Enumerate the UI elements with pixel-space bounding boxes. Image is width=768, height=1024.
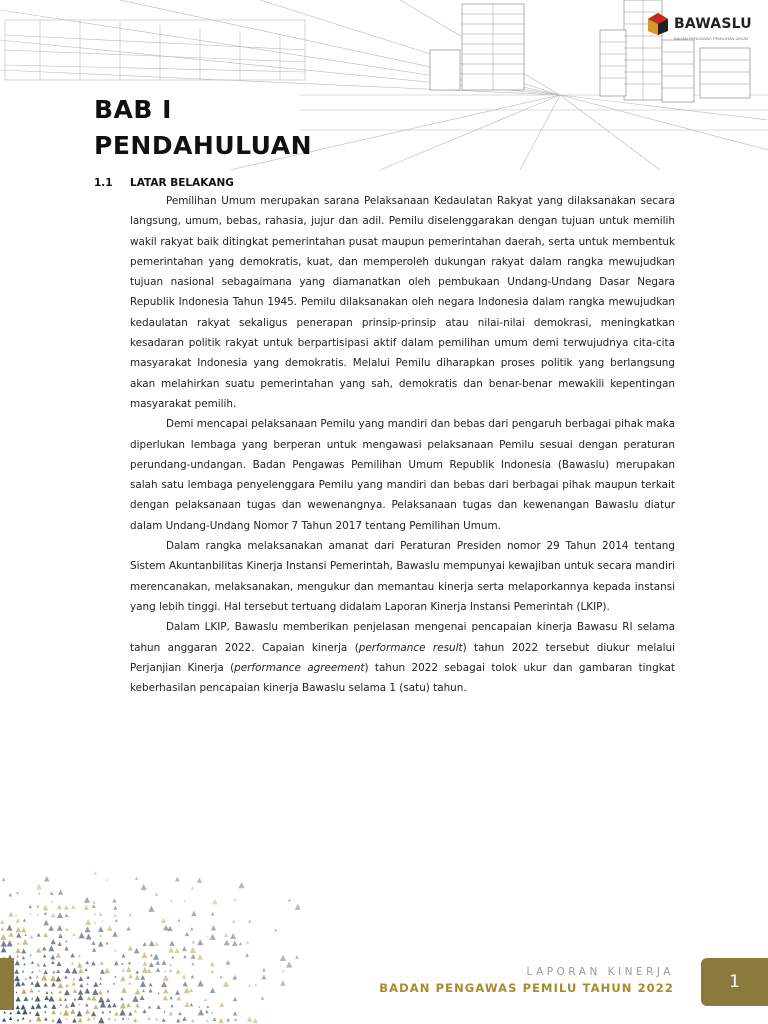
paragraph bbox=[130, 617, 675, 698]
paragraph-segment: ) tahun 2022 sebagai tolok ukur dan gambaran tingkat keberhasilan pencapaian kinerja Bawaslu selama 1 (satu) tahun. bbox=[130, 661, 675, 695]
paragraph-segment: ) tahun 2022 tersebut diukur melalui Perjanjian Kinerja ( bbox=[130, 641, 675, 674]
chapter-number: BAB I bbox=[94, 95, 172, 124]
paragraph: Pemilihan Umum merupakan sarana Pelaksanaan Kedaulatan Rakyat yang dilaksanakan secara langsung, umum, bebas, rahasia, jujur dan adil. Pemilu diselenggarakan dengan tujuan untuk memilih wakil rakyat baik ditingkat pemerintahan pusat maupun pemerintahan daerah, serta untuk membentuk pemerintahan yang demokratis, kuat, dan memperoleh dukungan rakyat dalam rangka mewujudkan tujuan nasional sebagaimana yang diamanatkan oleh pembukaan Undang-Undang Dasar Negara Republik Indonesia Tahun 1945. Pemilu dilaksanakan oleh negara Indonesia dalam rangka mewujudkan kedaulatan rakyat sekaligus penerapan prinsip-prinsip atau nilai-nilai demokrasi, meningkatkan kesadaran politik rakyat untuk berpartisipasi aktif dalam pemilihan umum demi terwujudnya cita-cita masyarakat Indonesia yang demokratis. Melalui Pemilu diharapkan proses politik yang berlangsung akan melahirkan suatu pemerintahan yang sah, demokratis dan benar-benar mewakili kepentingan masyarakat pemilih. bbox=[130, 195, 675, 410]
chapter-title: PENDAHULUAN bbox=[94, 131, 312, 160]
page-number: 1 bbox=[729, 972, 740, 992]
decorative-dot-pattern bbox=[0, 860, 300, 1024]
page-number-box bbox=[701, 958, 768, 1006]
logo-tagline: BADAN PENGAWAS PEMILIHAN UMUM bbox=[674, 36, 748, 41]
footer-title: BADAN PENGAWAS PEMILU TAHUN 2022 bbox=[379, 981, 674, 995]
section-number: 1.1 bbox=[94, 177, 113, 189]
chapter-heading bbox=[94, 92, 312, 164]
italic-term: performance result bbox=[358, 641, 463, 654]
paragraph-segment: Dalam LKIP, Bawaslu memberikan penjelasan mengenai pencapaian kinerja Bawasu RI selama tahun anggaran 2022. Capaian kinerja ( bbox=[130, 621, 675, 654]
bawaslu-logo bbox=[646, 12, 752, 41]
footer-subtitle: LAPORAN KINERJA bbox=[526, 966, 674, 978]
left-gold-strip bbox=[0, 958, 14, 1010]
section-heading bbox=[94, 177, 234, 189]
body-text bbox=[130, 191, 675, 698]
paragraph: Demi mencapai pelaksanaan Pemilu yang mandiri dan bebas dari pengaruh berbagai pihak maka diperlukan lembaga yang berperan untuk mengawasi pelaksanaan Pemilu sesuai dengan peraturan perundang-undangan. Badan Pengawas Pemilihan Umum Republik Indonesia (Bawaslu) merupakan salah satu lembaga penyelenggara Pemilu yang mandiri dan bebas dari berbagai pihak maupun terkait dengan pelaksanaan tugas dan wewenangnya. Pelaksanaan tugas dan kewenangan Bawaslu diatur dalam Undang-Undang Nomor 7 Tahun 2017 tentang Pemilihan Umum. bbox=[130, 418, 675, 532]
bawaslu-emblem-icon bbox=[646, 12, 670, 36]
paragraph: Dalam rangka melaksanakan amanat dari Peraturan Presiden nomor 29 Tahun 2014 tentang Sistem Akuntanbilitas Kinerja Instansi Pemerintah, Bawaslu mempunyai kewajiban untuk secara mandiri merencanakan, melaksanakan, mengukur dan memantau kinerja serta melaporkannya kepada instansi yang lebih tinggi. Hal tersebut tertuang didalam Laporan Kinerja Instansi Pemerintah (LKIP). bbox=[130, 540, 675, 613]
section-title: LATAR BELAKANG bbox=[130, 177, 234, 189]
logo-text: BAWASLU bbox=[674, 16, 752, 32]
italic-term: performance agreement bbox=[234, 661, 365, 674]
